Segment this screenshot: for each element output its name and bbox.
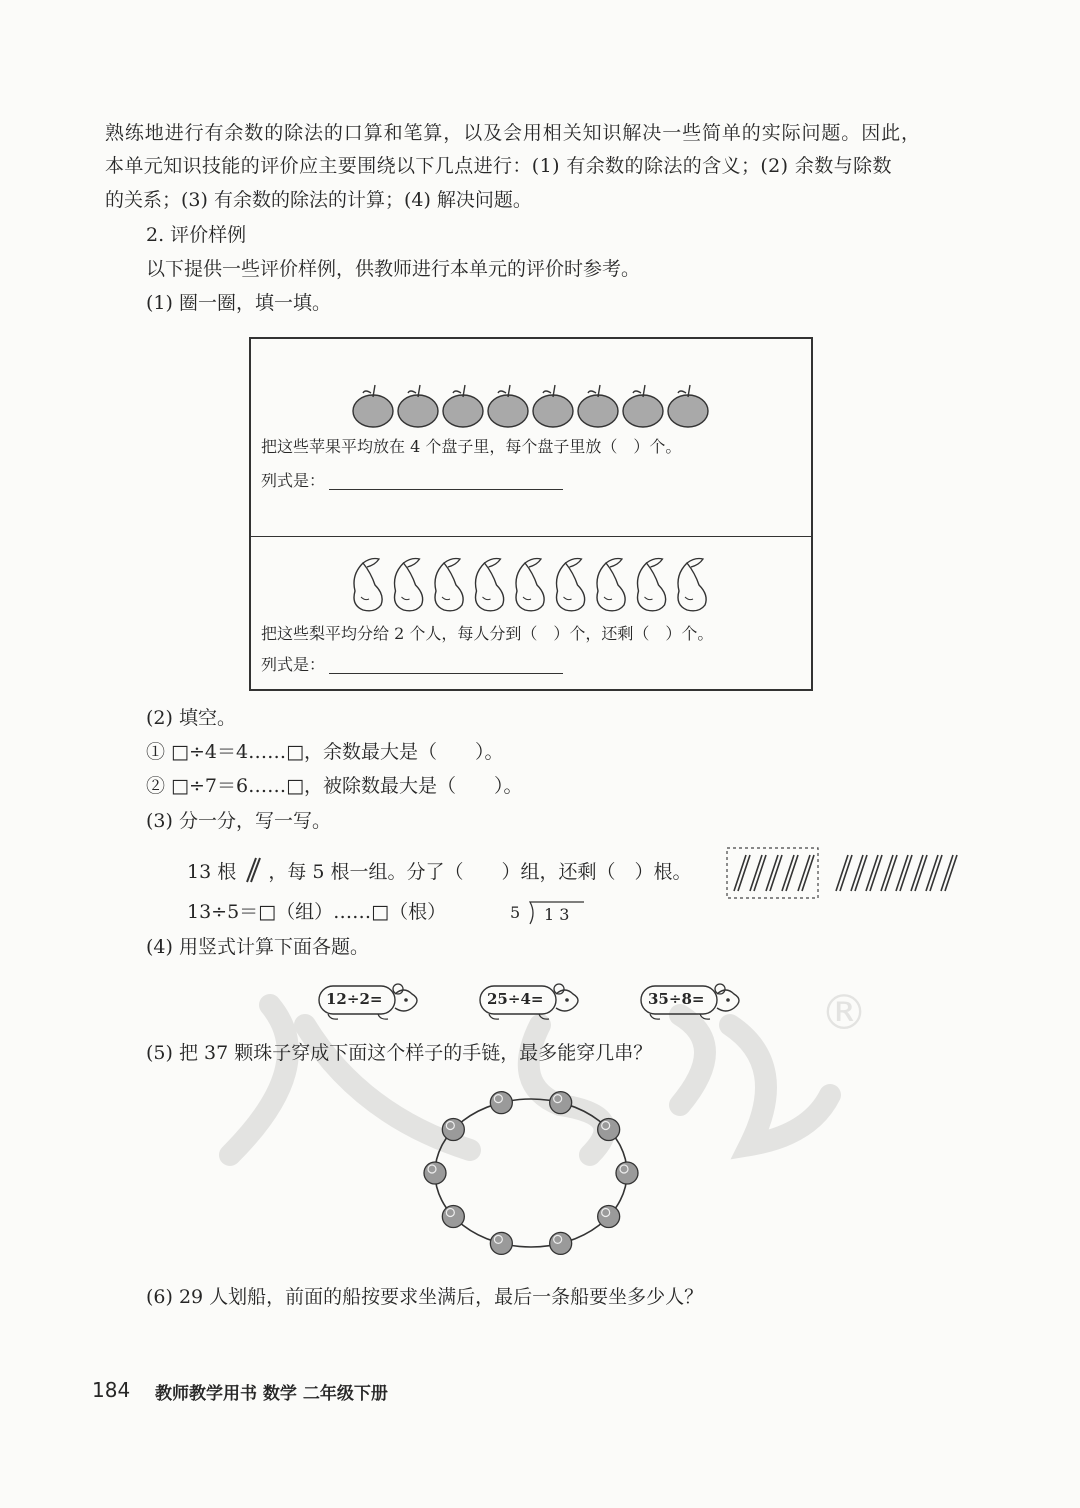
- section-heading: 2. 评价样例: [146, 224, 247, 246]
- apple-icon: [398, 385, 438, 427]
- q4-problem-3-label: 35÷8=: [648, 990, 705, 1008]
- intro-line-1: 熟练地进行有余数的除法的口算和笔算，以及会用相关知识解决一些简单的实际问题。因此，: [105, 122, 921, 144]
- stick-icon: [750, 855, 766, 891]
- stick-icon: [836, 855, 852, 891]
- q2-item-1: ① □÷4＝4……□，余数最大是（ ）。: [146, 741, 504, 763]
- apple-formula: [261, 473, 563, 490]
- apple-answer-line[interactable]: [329, 489, 563, 490]
- pear-icon: [395, 559, 423, 611]
- q3-line-2: 13÷5＝□（组）……□（根）: [187, 901, 447, 923]
- apple-question: 把这些苹果平均放在 4 个盘子里，每个盘子里放（ ）个。: [261, 437, 682, 456]
- stick-icon: [881, 855, 897, 891]
- stick-icon: [926, 855, 942, 891]
- q3-line-1: [187, 856, 691, 884]
- q1-exercise-box: [249, 337, 813, 691]
- pear-question: 把这些梨平均分给 2 个人，每人分到（ ）个，还剩（ ）个。: [261, 624, 714, 643]
- q2-item-2: ② □÷7＝6……□，被除数最大是（ ）。: [146, 775, 523, 797]
- bead-icon: [490, 1232, 512, 1254]
- pear-icon: [557, 559, 585, 611]
- stick-icon: [766, 855, 782, 891]
- stick-icon: [798, 855, 814, 891]
- bead-icon: [490, 1092, 512, 1114]
- stick-icon: [734, 855, 750, 891]
- stick-icon: [782, 855, 798, 891]
- stick-icon: [911, 855, 927, 891]
- apple-formula-label: 列式是：: [261, 471, 326, 490]
- q2-title: (2) 填空。: [146, 707, 236, 729]
- intro-line-3: 的关系；(3) 有余数的除法的计算；(4) 解决问题。: [105, 189, 532, 211]
- bracelet-illustration: [420, 1086, 650, 1266]
- book-title: 教师教学用书 数学 二年级下册: [155, 1384, 388, 1404]
- pear-icon: [597, 559, 625, 611]
- pear-icon: [638, 559, 666, 611]
- bead-icon: [598, 1119, 620, 1141]
- q5-title: (5) 把 37 颗珠子穿成下面这个样子的手链，最多能穿几串？: [146, 1042, 653, 1064]
- stick-icon: [941, 855, 957, 891]
- bead-icon: [616, 1162, 638, 1184]
- pears-row: [349, 555, 719, 615]
- q3-stick-count: 13 根: [187, 861, 237, 883]
- section-description: 以下提供一些评价样例，供教师进行本单元的评价时参考。: [146, 258, 641, 280]
- sticks-illustration: [724, 845, 964, 901]
- apple-icon: [443, 385, 483, 427]
- pear-icon: [678, 559, 706, 611]
- pear-formula: [261, 657, 563, 674]
- pear-icon: [354, 559, 382, 611]
- bead-icon: [442, 1205, 464, 1227]
- pear-icon: [435, 559, 463, 611]
- q4-problem-2-label: 25÷4=: [487, 990, 544, 1008]
- apple-icon: [668, 385, 708, 427]
- long-division-divisor: 5: [510, 903, 521, 922]
- bead-icon: [550, 1092, 572, 1114]
- apples-row: [351, 383, 721, 431]
- q4-title: (4) 用竖式计算下面各题。: [146, 936, 369, 958]
- q3-question: ，每 5 根一组。分了（ ）组，还剩（ ）根。: [268, 861, 692, 883]
- apple-icon: [488, 385, 528, 427]
- q4-problem-3[interactable]: [638, 980, 748, 1022]
- bead-icon: [442, 1119, 464, 1141]
- q4-problem-2[interactable]: [477, 980, 587, 1022]
- q4-problem-1-label: 12÷2=: [326, 990, 383, 1008]
- apple-icon: [533, 385, 573, 427]
- pear-icon: [476, 559, 504, 611]
- q4-problem-1[interactable]: [316, 980, 426, 1022]
- q1-title: (1) 圈一圈，填一填。: [146, 292, 331, 314]
- apple-icon: [578, 385, 618, 427]
- stick-icon: [896, 855, 912, 891]
- bead-icon: [424, 1162, 446, 1184]
- q3-title: (3) 分一分，写一写。: [146, 810, 331, 832]
- pear-answer-line[interactable]: [329, 673, 563, 674]
- stick-icon: [851, 855, 867, 891]
- page-number: 184: [92, 1378, 131, 1402]
- pear-formula-label: 列式是：: [261, 655, 326, 674]
- q6-title: (6) 29 人划船，前面的船按要求坐满后，最后一条船要坐多少人？: [146, 1286, 704, 1308]
- apple-icon: [623, 385, 663, 427]
- registered-mark: ®: [820, 985, 868, 1041]
- stick-icon: [866, 855, 882, 891]
- pear-icon: [516, 559, 544, 611]
- intro-line-2: 本单元知识技能的评价应主要围绕以下几点进行：(1) 有余数的除法的含义；(2) 余数与除数: [105, 155, 892, 177]
- bead-icon: [550, 1232, 572, 1254]
- single-stick-icon: [242, 856, 262, 884]
- apple-icon: [353, 385, 393, 427]
- box-divider: [251, 536, 811, 537]
- bead-icon: [598, 1205, 620, 1227]
- long-division-frame: [510, 900, 590, 926]
- long-division-dividend: 1 3: [544, 905, 570, 924]
